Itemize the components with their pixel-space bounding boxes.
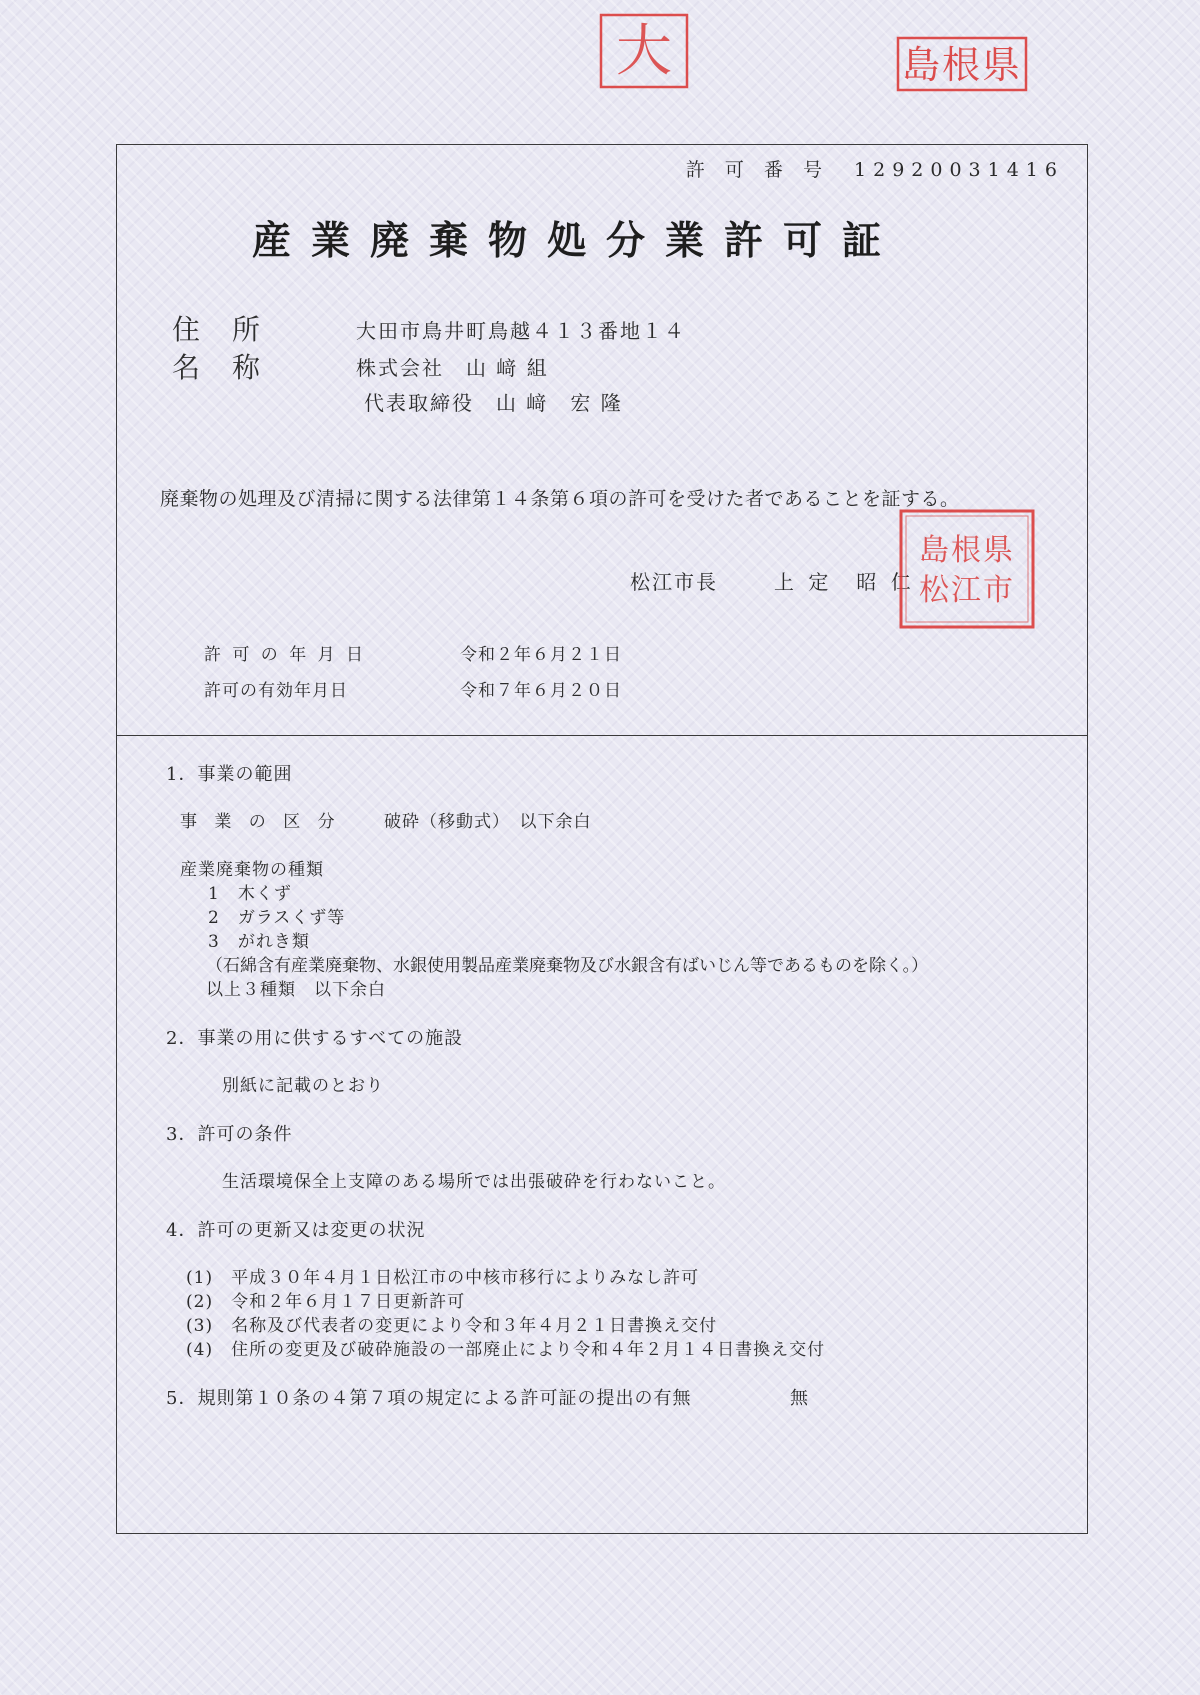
name-label: 名 称	[172, 351, 263, 384]
section-divider	[116, 735, 1088, 736]
address-value: 大田市鳥井町鳥越４１３番地１４	[356, 319, 686, 343]
rule-heading: 5．規則第１０条の４第７項の規定による許可証の提出の有無	[166, 1388, 692, 1409]
svg-text:島根県: 島根県	[919, 533, 1015, 568]
conditions-heading: 3．許可の条件	[166, 1124, 293, 1145]
prefecture-stamp-seal	[896, 36, 1028, 92]
company-name: 株式会社 山 﨑 組	[356, 356, 549, 380]
issuer-title: 松江市長	[630, 570, 718, 594]
history-item: (3) 名称及び代表者の変更により令和３年４月２１日書換え交付	[186, 1316, 718, 1336]
valid-until-date: 令和７年６月２０日	[460, 681, 622, 701]
permit-number	[686, 161, 1064, 180]
history-item: (2) 令和２年６月１７日更新許可	[186, 1292, 466, 1312]
history-item: (1) 平成３０年４月１日松江市の中核市移行によりみなし許可	[186, 1268, 700, 1288]
waste-type-item: 3 がれき類	[208, 932, 310, 952]
document-title: 産業廃棄物処分業許可証	[252, 218, 902, 264]
waste-types-heading: 産業廃棄物の種類	[180, 860, 324, 880]
top-stamp-seal	[598, 12, 690, 90]
mayor-official-seal	[898, 508, 1036, 630]
history-item: (4) 住所の変更及び破砕施設の一部廃止により令和４年２月１４日書換え交付	[186, 1340, 826, 1360]
permit-date-label: 許 可 の 年 月 日	[204, 645, 367, 665]
rule-value: 無	[790, 1388, 809, 1409]
valid-until-label: 許可の有効年月日	[204, 681, 348, 701]
waste-exclusion-note: （石綿含有産業廃棄物、水銀使用製品産業廃棄物及び水銀含有ばいじん等であるものを除く。）	[206, 956, 929, 976]
permit-number-label: 許 可 番 号	[685, 159, 829, 181]
facilities-heading: 2．事業の用に供するすべての施設	[166, 1028, 464, 1049]
permit-number-value: 12920031416	[854, 159, 1064, 181]
address-label: 住 所	[172, 313, 263, 346]
svg-text:島根県: 島根県	[901, 43, 1023, 87]
permit-date: 令和２年６月２１日	[460, 645, 622, 665]
waste-type-item: 2 ガラスくず等	[208, 908, 346, 928]
svg-text:大: 大	[616, 19, 672, 84]
svg-text:松江市: 松江市	[919, 573, 1015, 608]
certification-statement: 廃棄物の処理及び清掃に関する法律第１４条第６項の許可を受けた者であることを証する。	[160, 488, 960, 510]
representative-name: 代表取締役 山 﨑 宏 隆	[364, 391, 623, 415]
business-type-label: 事 業 の 区 分	[180, 812, 341, 832]
conditions-value: 生活環境保全上支障のある場所では出張破砕を行わないこと。	[222, 1172, 726, 1192]
business-type-value: 破砕（移動式） 以下余白	[384, 812, 592, 832]
waste-type-item: 1 木くず	[208, 884, 292, 904]
issuer-name: 上 定 昭 仁	[774, 570, 915, 594]
history-heading: 4．許可の更新又は変更の状況	[166, 1220, 426, 1241]
waste-types-total: 以上３種類 以下余白	[206, 980, 386, 1000]
facilities-value: 別紙に記載のとおり	[222, 1076, 384, 1096]
scope-heading: 1．事業の範囲	[166, 764, 293, 785]
